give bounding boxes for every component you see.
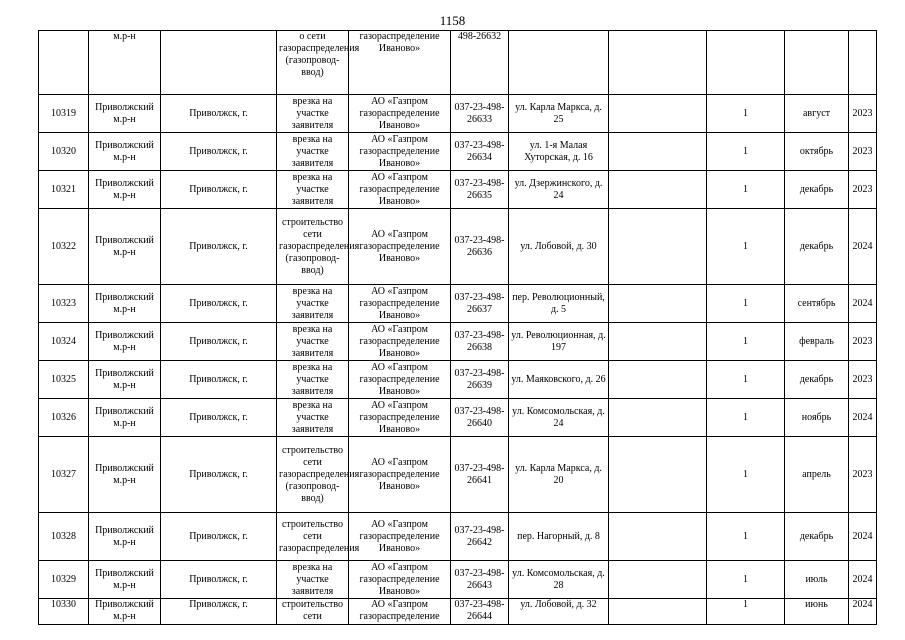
district-cell: Приволжский м.р-н bbox=[89, 361, 161, 399]
month-cell: сентябрь bbox=[785, 285, 849, 323]
city-cell: Приволжск, г. bbox=[161, 95, 277, 133]
row-number: 10326 bbox=[39, 399, 89, 437]
city-cell: Приволжск, г. bbox=[161, 323, 277, 361]
quantity-cell: 1 bbox=[707, 437, 785, 513]
organization-cell: АО «Газпром газораспределение Иваново» bbox=[349, 437, 451, 513]
quantity-cell: 1 bbox=[707, 209, 785, 285]
table-row bbox=[39, 171, 877, 209]
table-row bbox=[39, 285, 877, 323]
code-cell: 498-26632 bbox=[451, 31, 509, 95]
code-cell: 037-23-498-26638 bbox=[451, 323, 509, 361]
city-cell: Приволжск, г. bbox=[161, 171, 277, 209]
organization-cell: АО «Газпром газораспределение Иваново» bbox=[349, 361, 451, 399]
year-cell: 2023 bbox=[849, 171, 877, 209]
year-cell: 2023 bbox=[849, 323, 877, 361]
empty-cell bbox=[609, 513, 707, 561]
address-cell bbox=[509, 31, 609, 95]
month-cell: июнь bbox=[785, 599, 849, 625]
empty-cell bbox=[609, 95, 707, 133]
organization-cell: АО «Газпром газораспределение Иваново» bbox=[349, 399, 451, 437]
city-cell: Приволжск, г. bbox=[161, 437, 277, 513]
organization-cell: АО «Газпром газораспределение Иваново» bbox=[349, 285, 451, 323]
year-cell: 2024 bbox=[849, 513, 877, 561]
code-cell: 037-23-498-26642 bbox=[451, 513, 509, 561]
organization-cell: АО «Газпром газораспределение Иваново» bbox=[349, 209, 451, 285]
address-cell: ул. Революционная, д. 197 bbox=[509, 323, 609, 361]
row-number: 10327 bbox=[39, 437, 89, 513]
table-row bbox=[39, 361, 877, 399]
month-cell: октябрь bbox=[785, 133, 849, 171]
month-cell bbox=[785, 31, 849, 95]
registry-table bbox=[38, 30, 877, 625]
address-cell: ул. Карла Маркса, д. 20 bbox=[509, 437, 609, 513]
city-cell: Приволжск, г. bbox=[161, 399, 277, 437]
district-cell: Приволжский м.р-н bbox=[89, 209, 161, 285]
empty-cell bbox=[609, 561, 707, 599]
quantity-cell: 1 bbox=[707, 133, 785, 171]
code-cell: 037-23-498-26644 bbox=[451, 599, 509, 625]
month-cell: апрель bbox=[785, 437, 849, 513]
district-cell: Приволжский м.р-н bbox=[89, 171, 161, 209]
empty-cell bbox=[609, 599, 707, 625]
row-number: 10328 bbox=[39, 513, 89, 561]
address-cell: ул. 1-я Малая Хуторская, д. 16 bbox=[509, 133, 609, 171]
row-number bbox=[39, 31, 89, 95]
work-type-cell: врезка на участке заявителя bbox=[277, 361, 349, 399]
organization-cell: газораспределение Иваново» bbox=[349, 31, 451, 95]
work-type-cell: врезка на участке заявителя bbox=[277, 399, 349, 437]
address-cell: пер. Революционный, д. 5 bbox=[509, 285, 609, 323]
year-cell: 2024 bbox=[849, 285, 877, 323]
address-cell: ул. Дзержинского, д. 24 bbox=[509, 171, 609, 209]
work-type-cell: строительство сети газораспределения (газопровод-ввод) bbox=[277, 209, 349, 285]
row-number: 10320 bbox=[39, 133, 89, 171]
address-cell: ул. Лобовой, д. 32 bbox=[509, 599, 609, 625]
quantity-cell: 1 bbox=[707, 513, 785, 561]
code-cell: 037-23-498-26636 bbox=[451, 209, 509, 285]
work-type-cell: строительство сети bbox=[277, 599, 349, 625]
district-cell: Приволжский м.р-н bbox=[89, 285, 161, 323]
city-cell: Приволжск, г. bbox=[161, 561, 277, 599]
code-cell: 037-23-498-26633 bbox=[451, 95, 509, 133]
table-row bbox=[39, 561, 877, 599]
empty-cell bbox=[609, 323, 707, 361]
district-cell: Приволжский м.р-н bbox=[89, 513, 161, 561]
district-cell: Приволжский м.р-н bbox=[89, 437, 161, 513]
quantity-cell: 1 bbox=[707, 95, 785, 133]
row-number: 10330 bbox=[39, 599, 89, 625]
year-cell: 2023 bbox=[849, 437, 877, 513]
year-cell: 2024 bbox=[849, 399, 877, 437]
address-cell: ул. Лобовой, д. 30 bbox=[509, 209, 609, 285]
city-cell: Приволжск, г. bbox=[161, 361, 277, 399]
city-cell: Приволжск, г. bbox=[161, 513, 277, 561]
table-body bbox=[39, 31, 877, 625]
table-row bbox=[39, 323, 877, 361]
organization-cell: АО «Газпром газораспределение Иваново» bbox=[349, 513, 451, 561]
work-type-cell: врезка на участке заявителя bbox=[277, 285, 349, 323]
month-cell: декабрь bbox=[785, 209, 849, 285]
year-cell: 2023 bbox=[849, 95, 877, 133]
work-type-cell: врезка на участке заявителя bbox=[277, 323, 349, 361]
row-number: 10325 bbox=[39, 361, 89, 399]
table-row bbox=[39, 513, 877, 561]
district-cell: Приволжский м.р-н bbox=[89, 323, 161, 361]
year-cell: 2024 bbox=[849, 209, 877, 285]
table-row bbox=[39, 95, 877, 133]
empty-cell bbox=[609, 133, 707, 171]
code-cell: 037-23-498-26639 bbox=[451, 361, 509, 399]
empty-cell bbox=[609, 399, 707, 437]
organization-cell: АО «Газпром газораспределение Иваново» bbox=[349, 133, 451, 171]
code-cell: 037-23-498-26635 bbox=[451, 171, 509, 209]
code-cell: 037-23-498-26641 bbox=[451, 437, 509, 513]
table-row bbox=[39, 31, 877, 95]
table-row bbox=[39, 133, 877, 171]
month-cell: июль bbox=[785, 561, 849, 599]
quantity-cell: 1 bbox=[707, 285, 785, 323]
quantity-cell: 1 bbox=[707, 561, 785, 599]
month-cell: декабрь bbox=[785, 513, 849, 561]
district-cell: Приволжский м.р-н bbox=[89, 95, 161, 133]
row-number: 10323 bbox=[39, 285, 89, 323]
code-cell: 037-23-498-26643 bbox=[451, 561, 509, 599]
code-cell: 037-23-498-26637 bbox=[451, 285, 509, 323]
empty-cell bbox=[609, 171, 707, 209]
month-cell: ноябрь bbox=[785, 399, 849, 437]
empty-cell bbox=[609, 31, 707, 95]
district-cell: Приволжский м.р-н bbox=[89, 399, 161, 437]
code-cell: 037-23-498-26640 bbox=[451, 399, 509, 437]
table-row bbox=[39, 209, 877, 285]
year-cell: 2024 bbox=[849, 561, 877, 599]
district-cell: м.р-н bbox=[89, 31, 161, 95]
quantity-cell: 1 bbox=[707, 399, 785, 437]
quantity-cell: 1 bbox=[707, 599, 785, 625]
month-cell: август bbox=[785, 95, 849, 133]
district-cell: Приволжский м.р-н bbox=[89, 599, 161, 625]
organization-cell: АО «Газпром газораспределение Иваново» bbox=[349, 323, 451, 361]
work-type-cell: строительство сети газораспределения bbox=[277, 513, 349, 561]
table-row bbox=[39, 399, 877, 437]
table-row bbox=[39, 437, 877, 513]
month-cell: февраль bbox=[785, 323, 849, 361]
month-cell: декабрь bbox=[785, 361, 849, 399]
address-cell: ул. Комсомольская, д. 24 bbox=[509, 399, 609, 437]
organization-cell: АО «Газпром газораспределение Иваново» bbox=[349, 95, 451, 133]
row-number: 10321 bbox=[39, 171, 89, 209]
empty-cell bbox=[609, 437, 707, 513]
row-number: 10322 bbox=[39, 209, 89, 285]
district-cell: Приволжский м.р-н bbox=[89, 133, 161, 171]
empty-cell bbox=[609, 285, 707, 323]
quantity-cell: 1 bbox=[707, 171, 785, 209]
address-cell: ул. Карла Маркса, д. 25 bbox=[509, 95, 609, 133]
address-cell: ул. Комсомольская, д. 28 bbox=[509, 561, 609, 599]
work-type-cell: о сети газораспределения (газопровод-ввод) bbox=[277, 31, 349, 95]
empty-cell bbox=[609, 209, 707, 285]
district-cell: Приволжский м.р-н bbox=[89, 561, 161, 599]
quantity-cell: 1 bbox=[707, 361, 785, 399]
organization-cell: АО «Газпром газораспределение bbox=[349, 599, 451, 625]
address-cell: пер. Нагорный, д. 8 bbox=[509, 513, 609, 561]
year-cell: 2024 bbox=[849, 599, 877, 625]
city-cell: Приволжск, г. bbox=[161, 209, 277, 285]
city-cell: Приволжск, г. bbox=[161, 285, 277, 323]
row-number: 10324 bbox=[39, 323, 89, 361]
month-cell: декабрь bbox=[785, 171, 849, 209]
city-cell: Приволжск, г. bbox=[161, 133, 277, 171]
organization-cell: АО «Газпром газораспределение Иваново» bbox=[349, 171, 451, 209]
city-cell bbox=[161, 31, 277, 95]
year-cell: 2023 bbox=[849, 361, 877, 399]
page-number: 1158 bbox=[439, 13, 466, 28]
code-cell: 037-23-498-26634 bbox=[451, 133, 509, 171]
year-cell: 2023 bbox=[849, 133, 877, 171]
empty-cell bbox=[609, 361, 707, 399]
quantity-cell: 1 bbox=[707, 323, 785, 361]
work-type-cell: врезка на участке заявителя bbox=[277, 133, 349, 171]
organization-cell: АО «Газпром газораспределение Иваново» bbox=[349, 561, 451, 599]
quantity-cell bbox=[707, 31, 785, 95]
work-type-cell: врезка на участке заявителя bbox=[277, 95, 349, 133]
row-number: 10319 bbox=[39, 95, 89, 133]
row-number: 10329 bbox=[39, 561, 89, 599]
work-type-cell: строительство сети газораспределения (газопровод-ввод) bbox=[277, 437, 349, 513]
city-cell: Приволжск, г. bbox=[161, 599, 277, 625]
address-cell: ул. Маяковского, д. 26 bbox=[509, 361, 609, 399]
year-cell bbox=[849, 31, 877, 95]
table-row bbox=[39, 599, 877, 625]
work-type-cell: врезка на участке заявителя bbox=[277, 171, 349, 209]
work-type-cell: врезка на участке заявителя bbox=[277, 561, 349, 599]
